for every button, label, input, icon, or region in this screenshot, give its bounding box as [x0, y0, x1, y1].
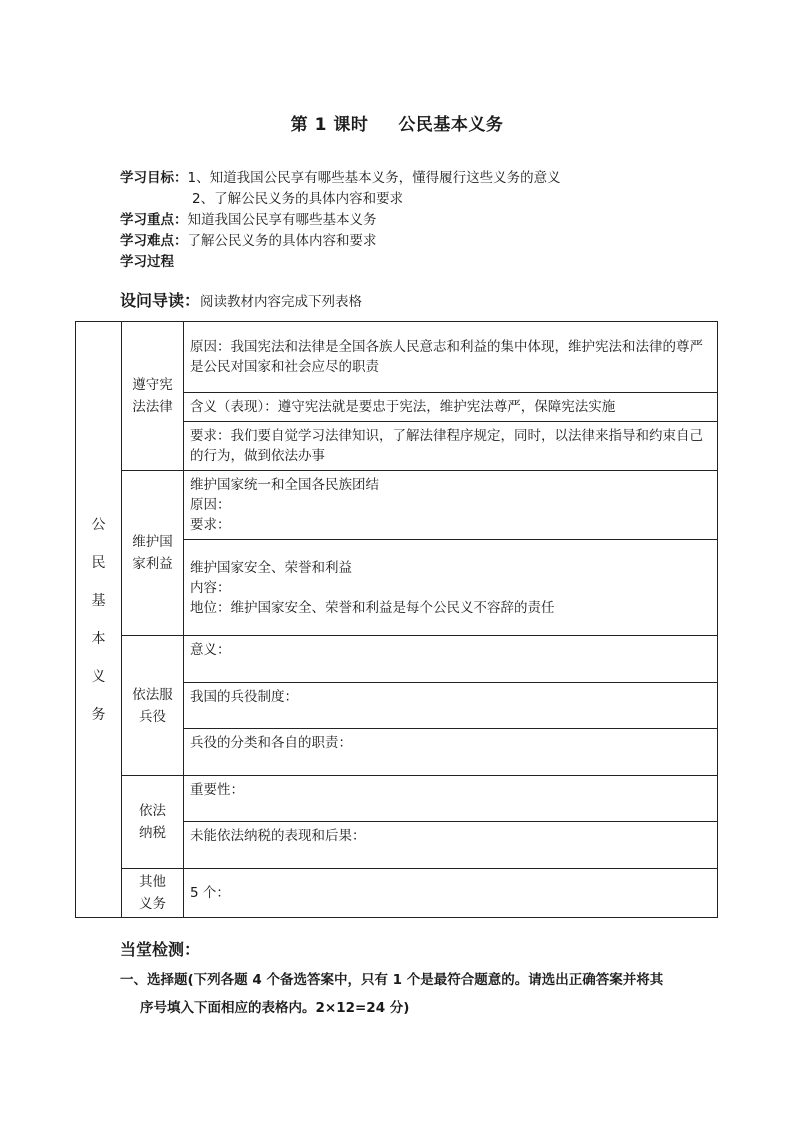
category-label: 其他义务: [139, 874, 166, 912]
goal-2: 2、了解公民义务的具体内容和要求: [192, 191, 404, 207]
table-cell: [184, 822, 718, 869]
quiz-line-2: 序号填入下面相应的表格内。2×12=24 分): [140, 1000, 410, 1016]
lesson-number: 第 1 课时: [290, 115, 369, 135]
category-cell: [122, 636, 184, 776]
cell-line: 要求：我们要自觉学习法律知识，了解法律程序规定，同时，以法律来指导和约束自己的行为，做到依法办事: [190, 428, 703, 464]
category-cell: [122, 322, 184, 471]
duties-table: [75, 321, 718, 918]
table-cell: [184, 422, 718, 471]
cell-line: 原因：我国宪法和法律是全国各族人民意志和利益的集中体现，维护宪法和法律的尊严是公民对国家和社会应尽的职责: [190, 339, 703, 375]
category-label: 依法服兵役: [132, 686, 173, 725]
main-category: 公民基本义务: [91, 516, 106, 723]
table-cell: [184, 683, 718, 729]
category-cell: [122, 471, 184, 636]
category-label: 依法纳税: [139, 803, 166, 841]
difficult-text: 了解公民义务的具体内容和要求: [187, 233, 377, 249]
guide-heading: [120, 288, 362, 311]
table-cell: [184, 869, 718, 918]
lesson-topic: 公民基本义务: [398, 115, 504, 135]
cell-line: 含义（表现）：遵守宪法就是要忠于宪法，维护宪法尊严，保障宪法实施: [190, 399, 616, 415]
goal-1: 1、知道我国公民享有哪些基本义务，懂得履行这些义务的意义: [187, 170, 561, 186]
cell-line: 维护国家统一和全国各民族团结: [190, 477, 379, 493]
category-label: 维护国家利益: [132, 534, 173, 572]
guide-label: 设问导读：: [120, 291, 201, 310]
table-cell: [184, 636, 718, 683]
process-label: 学习过程: [120, 254, 174, 270]
quiz-heading: 当堂检测：: [120, 940, 201, 959]
cell-line: 重要性：: [190, 782, 244, 798]
key-text: 知道我国公民享有哪些基本义务: [187, 212, 377, 228]
cell-line: 未能依法纳税的表现和后果：: [190, 828, 366, 844]
table-cell: [184, 393, 718, 422]
category-cell: [122, 776, 184, 869]
key-line: [120, 210, 561, 231]
cell-line: 要求：: [190, 517, 231, 533]
goal-line-1: [120, 168, 561, 189]
table-cell: [184, 776, 718, 822]
category-label: 遵守宪法法律: [132, 377, 173, 415]
key-label: 学习重点：: [120, 212, 188, 228]
table-cell: [184, 540, 718, 636]
cell-line: 内容：: [190, 579, 231, 596]
table-cell: [184, 322, 718, 393]
guide-text: 阅读教材内容完成下列表格: [200, 294, 363, 310]
table-cell: [184, 471, 718, 540]
difficult-label: 学习难点：: [120, 233, 188, 249]
category-cell: [122, 869, 184, 918]
cell-line: 兵役的分类和各自的职责：: [190, 735, 352, 751]
quiz-line-1: 一、选择题(下列各题 4 个备选答案中，只有 1 个是最符合题意的。请选出正确答案并将其: [120, 972, 664, 988]
table-cell: [184, 729, 718, 776]
cell-line: 地位：维护国家安全、荣誉和利益是每个公民义不容辞的责任: [190, 599, 555, 616]
cell-line: 5 个：: [190, 885, 230, 901]
difficult-line: [120, 231, 561, 252]
main-category-cell: [76, 322, 122, 918]
cell-line: 我国的兵役制度：: [190, 689, 298, 705]
page-title: [0, 110, 794, 135]
cell-line: 维护国家安全、荣誉和利益: [190, 559, 352, 576]
cell-line: 意义：: [190, 642, 231, 658]
cell-line: 原因：: [190, 497, 231, 513]
quiz-question-1: [120, 966, 700, 1022]
learning-meta: [120, 168, 561, 273]
goal-label: 学习目标：: [120, 170, 188, 186]
